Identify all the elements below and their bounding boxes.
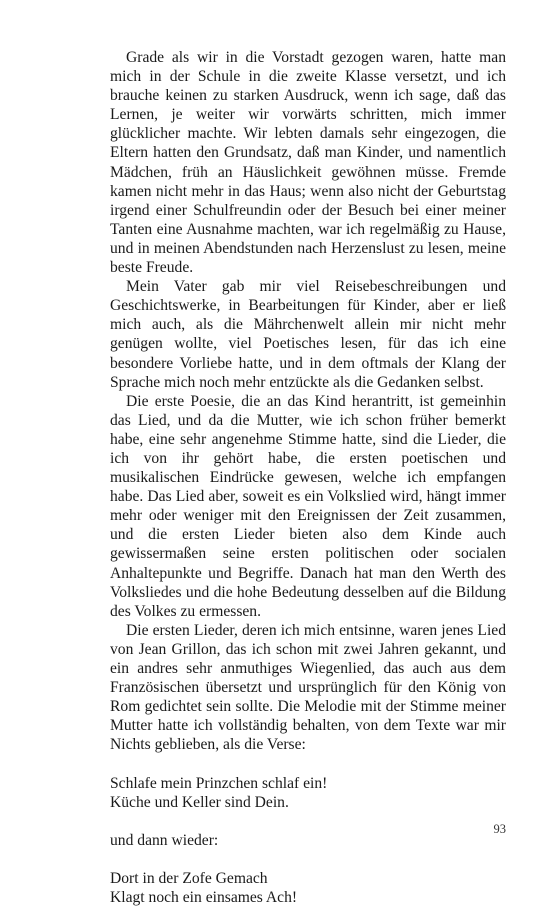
paragraph-2: Mein Vater gab mir viel Reisebeschreibungen und Geschichtswerke, in Bearbeitungen für Kinder, aber er ließ mich auch, als die Mährchenwelt allein mir nicht mehr genügen wollte, viel Poetisches lesen, für das ich eine besondere Vorliebe hatte, und in dem oftmals der Klang der Sprache mich noch mehr entzückte als die Gedanken selbst. bbox=[110, 278, 506, 391]
verse-2 bbox=[110, 869, 506, 907]
verse-line: Dort in der Zofe Gemach bbox=[110, 870, 268, 888]
interlude-line: und dann wieder: bbox=[110, 831, 219, 849]
body-text bbox=[110, 48, 506, 907]
paragraph-1: Grade als wir in die Vorstadt gezogen waren, hatte man mich in der Schule in die zweite Klasse versetzt, und ich brauche keinen zu starken Ausdruck, wenn ich sage, daß das Lernen, je weiter wir vorwärts schritten, mich immer glücklicher machte. Wir lebten damals sehr eingezogen, die Eltern hatten den Grundsatz, daß man Kinder, und namentlich Mädchen, früh an Häuslichkeit gewöhnen müsse. Fremde kamen nicht mehr in das Haus; wenn also nicht der Geburtstag irgend einer Schulfreundin oder der Besuch bei einer meiner Tanten eine Ausnahme machten, war ich regelmäßig zu Hause, und in meinen Abendstunden nach Herzenslust zu lesen, meine beste Freude. bbox=[110, 49, 506, 277]
page-number: 93 bbox=[493, 822, 506, 836]
verse-line: Schlafe mein Prinzchen schlaf ein! bbox=[110, 774, 328, 792]
paragraph-4: Die ersten Lieder, deren ich mich entsinne, waren jenes Lied von Jean Grillon, das ich schon mit zwei Jahren gekannt, und ein andres sehr anmuthiges Wiegenlied, das auch aus dem Französischen übersetzt und ursprünglich für den König von Rom gedichtet sein sollte. Die Melodie mit der Stimme meiner Mutter hatte ich vollständig behalten, von dem Texte war mir Nichts geblieben, als die Verse: bbox=[110, 621, 506, 754]
verse-line: Küche und Keller sind Dein. bbox=[110, 793, 289, 811]
verse-1 bbox=[110, 774, 506, 812]
verse-line: Klagt noch ein einsames Ach! bbox=[110, 889, 298, 907]
paragraph-3: Die erste Poesie, die an das Kind herantritt, ist gemeinhin das Lied, und da die Mutter, wie ich schon früher bemerkt habe, eine sehr angenehme Stimme hatte, sind die Lieder, die ich von ihr gehört habe, die ersten poetischen und musikalischen Eindrücke gewesen, welche ich empfangen habe. Das Lied aber, soweit es ein Volkslied wird, hängt immer mehr oder weniger mit den Ereignissen der Zeit zusammen, und die ersten Lieder bieten also dem Kinde auch gewissermaßen seine ersten politischen oder socialen Anhaltepunkte und Begriffe. Danach hat man den Werth des Volksliedes und die hohe Bedeutung desselben auf die Bildung des Volkes zu ermessen. bbox=[110, 392, 506, 620]
